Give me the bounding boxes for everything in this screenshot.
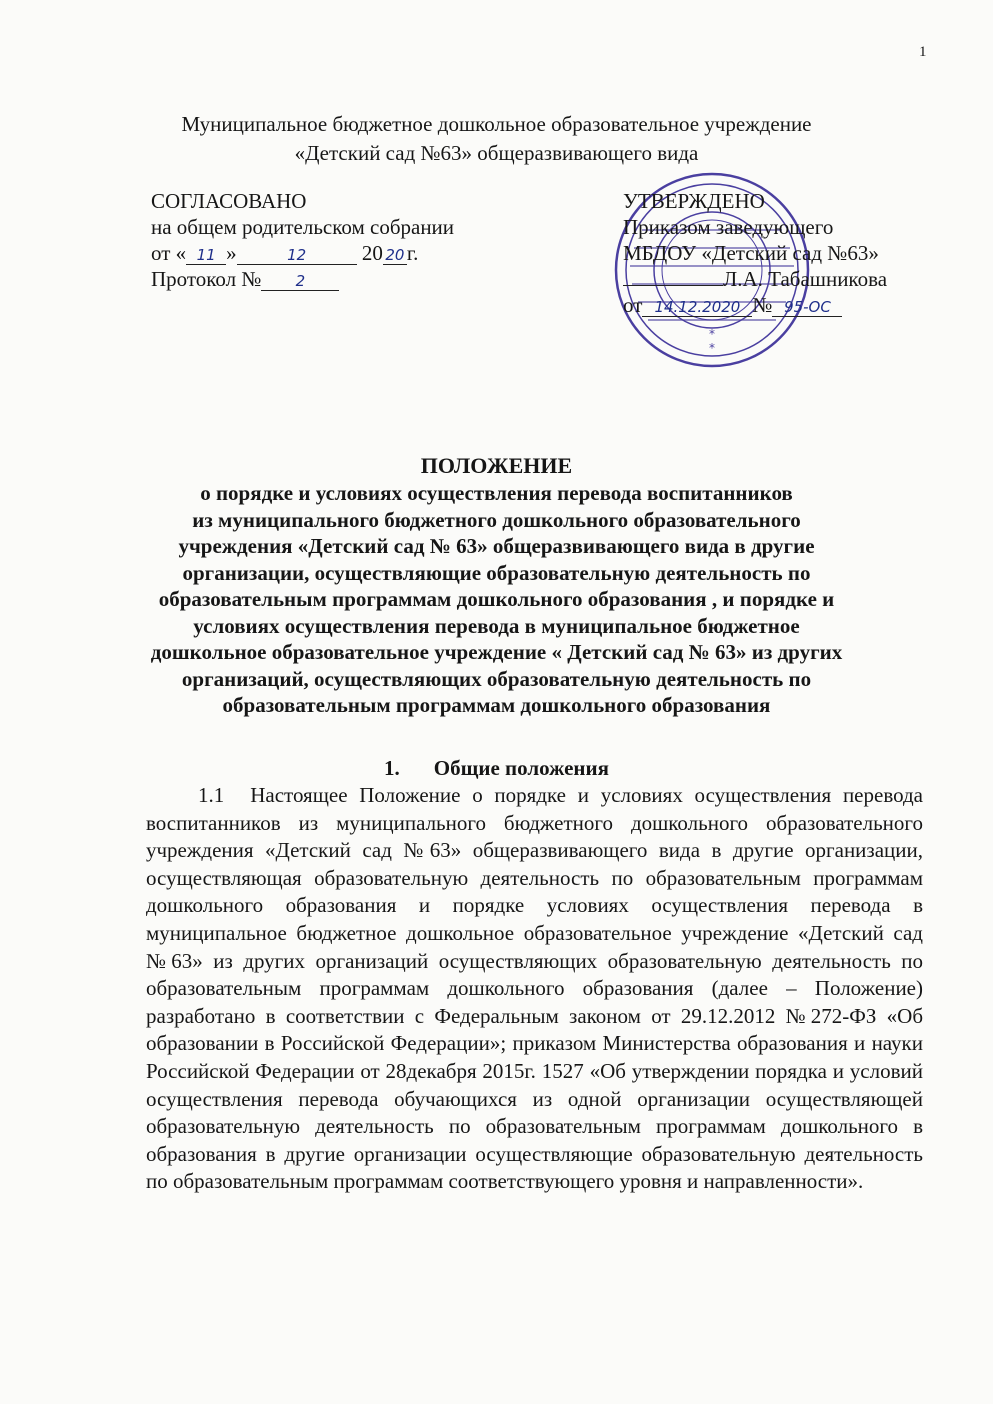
title-line: о порядке и условиях осуществления перевода воспитанников [200,481,793,505]
date-mid: » [226,241,237,265]
order-number-label: № [752,293,773,317]
title-line: организации, осуществляющие образовательную деятельность по [182,560,811,585]
agreed-date-line [151,240,454,266]
organization-line-1: Муниципальное бюджетное дошкольное образовательное учреждение [181,112,812,136]
page-number: 1 [919,44,927,60]
approved-date-line [623,292,887,318]
organization-header [0,110,993,168]
approved-signature-line [623,266,887,292]
agreed-heading: СОГЛАСОВАНО [151,189,307,213]
title-line: дошкольное образовательное учреждение « Детский сад № 63» из других [150,640,843,664]
title-line: образовательным программам дошкольного образования [222,693,771,717]
protocol-line [151,266,454,292]
approved-heading: УТВЕРЖДЕНО [623,189,765,213]
paragraph-number: 1.1 [198,783,225,807]
approved-institution-line: МБДОУ «Детский сад №63» [623,241,879,265]
section-heading [0,756,993,781]
protocol-number-handwritten: 2 [261,272,339,291]
agreed-block [151,188,454,292]
year-prefix: 20 [361,241,383,265]
order-date-prefix: от [623,293,643,317]
svg-text:*: * [709,327,715,341]
approved-order-line: Приказом заведующего [623,215,834,239]
title-line: организаций, осуществляющих образовательную деятельность по [181,666,812,691]
agreed-meeting-line: на общем родительском собрании [151,215,455,239]
signatory-name: Л.А. Табашникова [723,267,888,291]
order-date-handwritten: 14.12.2020 [642,298,752,317]
month-handwritten: 12 [237,246,357,265]
title-heading: ПОЛОЖЕНИЕ [420,453,573,478]
signature-blank [623,285,723,286]
date-prefix: от « [151,241,187,265]
year-handwritten: 20 [383,246,407,265]
svg-text:*: * [709,341,715,355]
approved-block [623,188,887,318]
title-line: учреждения «Детский сад № 63» общеразвивающего вида в другие [178,534,815,558]
title-line: условиях осуществления перевода в муниципальное бюджетное [193,613,800,638]
section-number: 1. [384,756,400,780]
document-title [0,452,993,719]
title-line: образовательным программам дошкольного образования , и порядке и [158,587,835,611]
paragraph-text: Настоящее Положение о порядке и условиях осуществления перевода воспитанников из муниципального бюджетного дошкольного образовательного учреждения «Детский сад №63» общеразвивающего вида в другие организации, осуществляющая образовательную деятельность по образовательным программам дошкольного образования и порядке условиях осуществления перевода в муниципальное бюджетное дошкольное образовательное учреждение «Детский сад №63» из других организаций осуществляющих образовательную деятельность по образовательным программам дошкольного образования (далее – Положение) разработано в соответствии с Федеральным законом от 29.12.2012 №272-ФЗ «Об образовании в Российской Федерации»; приказом Министерства образования и науки Российской Федерации от 28декабря 2015г. 1527 «Об утверждении порядка и условий осуществления перевода обучающихся из одной организации осуществляющей образовательную деятельность по образовательным программам дошкольного в образования в другие организации осуществляющие образовательную деятельность по образовательным программам соответствующего уровня и направленности». [146,783,923,1194]
title-line: из муниципального бюджетного дошкольного образовательного [192,507,801,532]
order-number-handwritten: 95-ОС [772,298,842,317]
organization-line-2: «Детский сад №63» общеразвивающего вида [294,141,699,165]
protocol-label: Протокол № [151,267,262,291]
paragraph-1-1 [146,782,923,1196]
section-title: Общие положения [433,756,609,780]
year-suffix: г. [406,241,419,265]
day-handwritten: 11 [186,246,226,265]
